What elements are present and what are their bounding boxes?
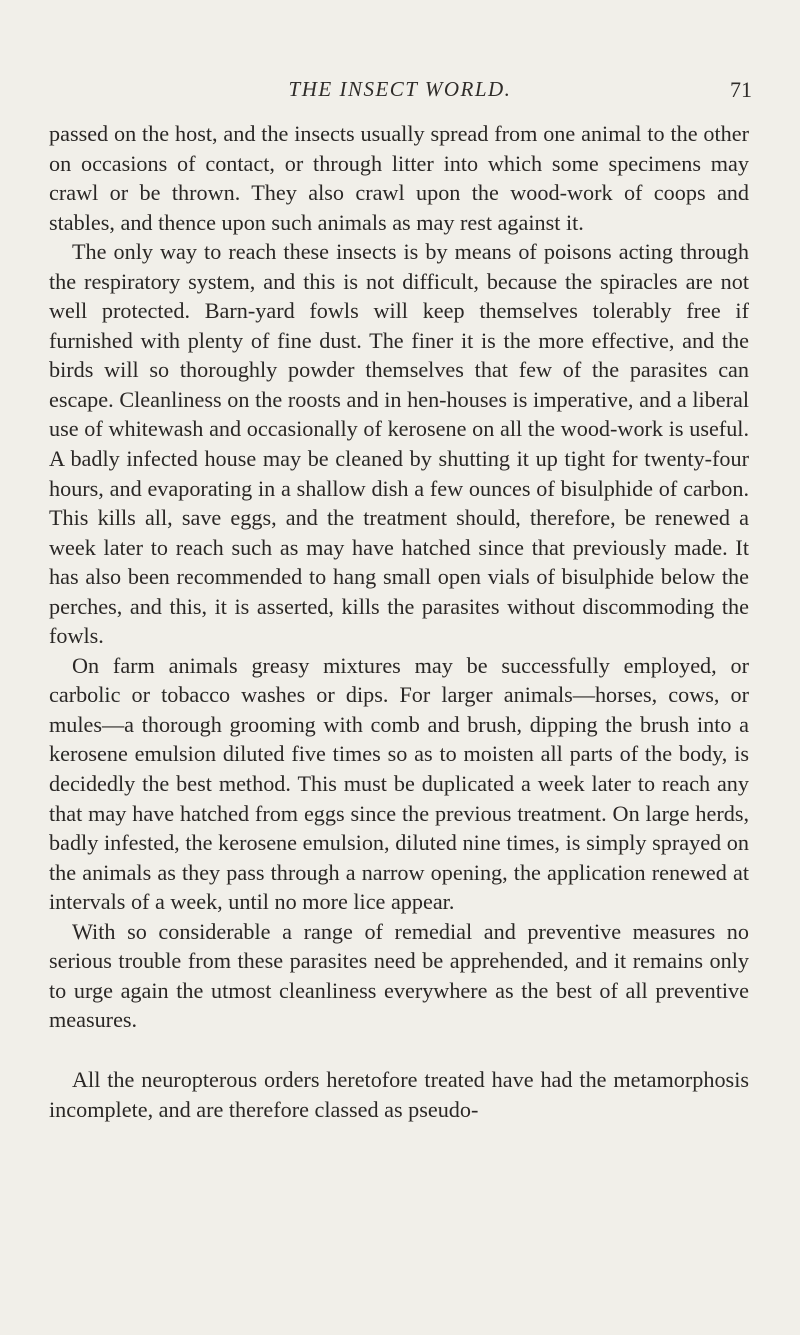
paragraph-3: On farm animals greasy mixtures may be successfully employed, or carbolic or tobacco washes or dips. For larger animals—horses, cows, or mules—a thorough grooming with comb and brush, dipping the brush into a kerosene emulsion diluted five times so as to moisten all parts of the body, is decidedly the best method. This must be duplicated a week later to reach any that may have hatched from eggs since the previous treatment. On large herds, badly infested, the kerosene emulsion, diluted nine times, is simply sprayed on the animals as they pass through a narrow opening, the application renewed at intervals of a week, until no more lice appear. bbox=[49, 652, 749, 915]
paragraph-5: All the neuropterous orders heretofore treated have had the metamorphosis incomplete, and are therefore classed as pseudo- bbox=[49, 1066, 749, 1122]
paragraph-1: passed on the host, and the insects usually spread from one animal to the other on occasions of contact, or through litter into which some specimens may crawl or be thrown. They also crawl upon the wood-work of coops and stables, and thence upon such animals as may rest against it. bbox=[49, 121, 749, 235]
paragraph-2: The only way to reach these insects is by means of poisons acting through the respiratory system, and this is not difficult, because the spiracles are not well protected. Barn-yard fowls will keep themselves tolerably free if furnished with plenty of fine dust. The finer it is the more effective, and the birds will so thoroughly powder themselves that few of the parasites can escape. Cleanliness on the roosts and in hen-houses is imperative, and a liberal use of whitewash and occasionally of kerosene on all the wood-work is useful. A badly infected house may be cleaned by shutting it up tight for twenty-four hours, and evaporating in a shallow dish a few ounces of bisulphide of carbon. This kills all, save eggs, and the treatment should, therefore, be renewed a week later to reach such as may have hatched since that previously made. It has also been recommended to hang small open vials of bisulphide below the perches, and this, it is asserted, kills the parasites without discommoding the fowls. bbox=[49, 239, 749, 649]
body-text bbox=[49, 119, 749, 1124]
page-number: 71 bbox=[730, 77, 752, 102]
running-head-title: THE INSECT WORLD. bbox=[288, 77, 512, 101]
paragraph-4: With so considerable a range of remedial and preventive measures no serious trouble from these parasites need be apprehended, and it remains only to urge again the utmost cleanliness everywhere as the best of all preventive measures. bbox=[49, 918, 749, 1033]
